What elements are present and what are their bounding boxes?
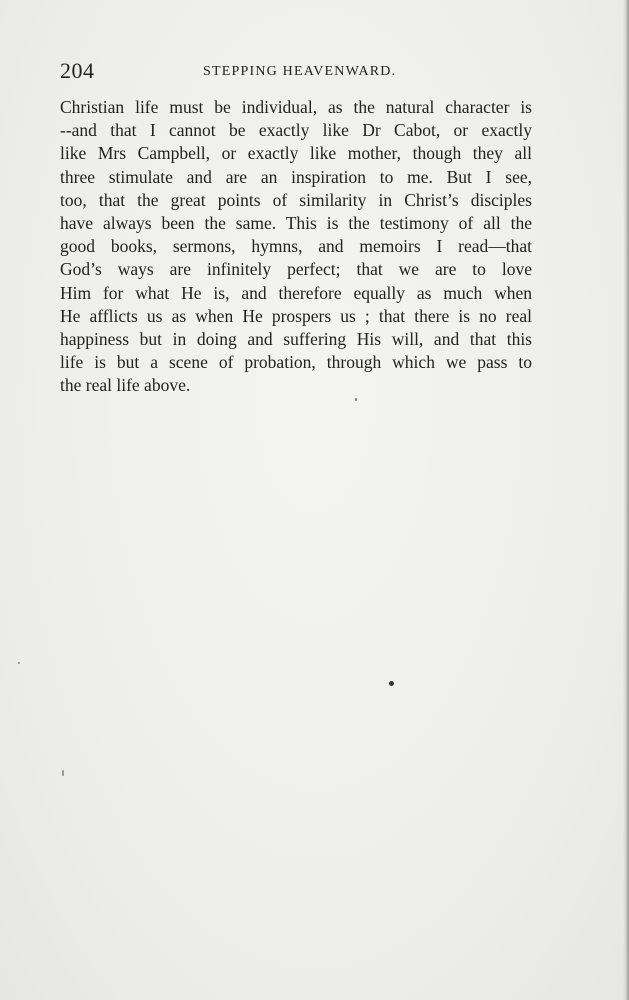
text-line: the real life above. [60, 375, 191, 396]
ink-speck [389, 681, 394, 686]
ink-speck [62, 770, 64, 776]
ink-speck [355, 398, 357, 401]
text-line: life is but a scene of probation, through which we pass to [60, 352, 532, 373]
text-line: happiness but in doing and suffering His will, and that this [60, 329, 532, 350]
text-line: He afflicts us as when He prospers us ; that there is no real [60, 305, 532, 326]
body-paragraph [60, 96, 532, 398]
page-header [60, 58, 569, 84]
page-edge-shadow [623, 0, 629, 1000]
text-line: too, that the great points of similarity in Christ’s disciples [60, 189, 532, 210]
page-number: 204 [60, 58, 95, 83]
text-line: Christian life must be individual, as the natural character is [60, 97, 532, 117]
text-line: have always been the same. This is the testimony of all the [60, 213, 532, 234]
running-head: STEPPING HEAVENWARD. [203, 64, 397, 79]
text-line: three stimulate and are an inspiration to me. But I see, [60, 166, 532, 187]
text-line: good books, sermons, hymns, and memoirs I read—that [60, 236, 532, 257]
text-line: like Mrs Campbell, or exactly like mother, though they all [60, 143, 532, 164]
ink-speck [18, 662, 20, 664]
text-line: God’s ways are infinitely perfect; that we are to love [60, 259, 532, 280]
text-line: --and that I cannot be exactly like Dr Cabot, or exactly [60, 120, 532, 141]
text-line: Him for what He is, and therefore equally as much when [60, 282, 532, 303]
